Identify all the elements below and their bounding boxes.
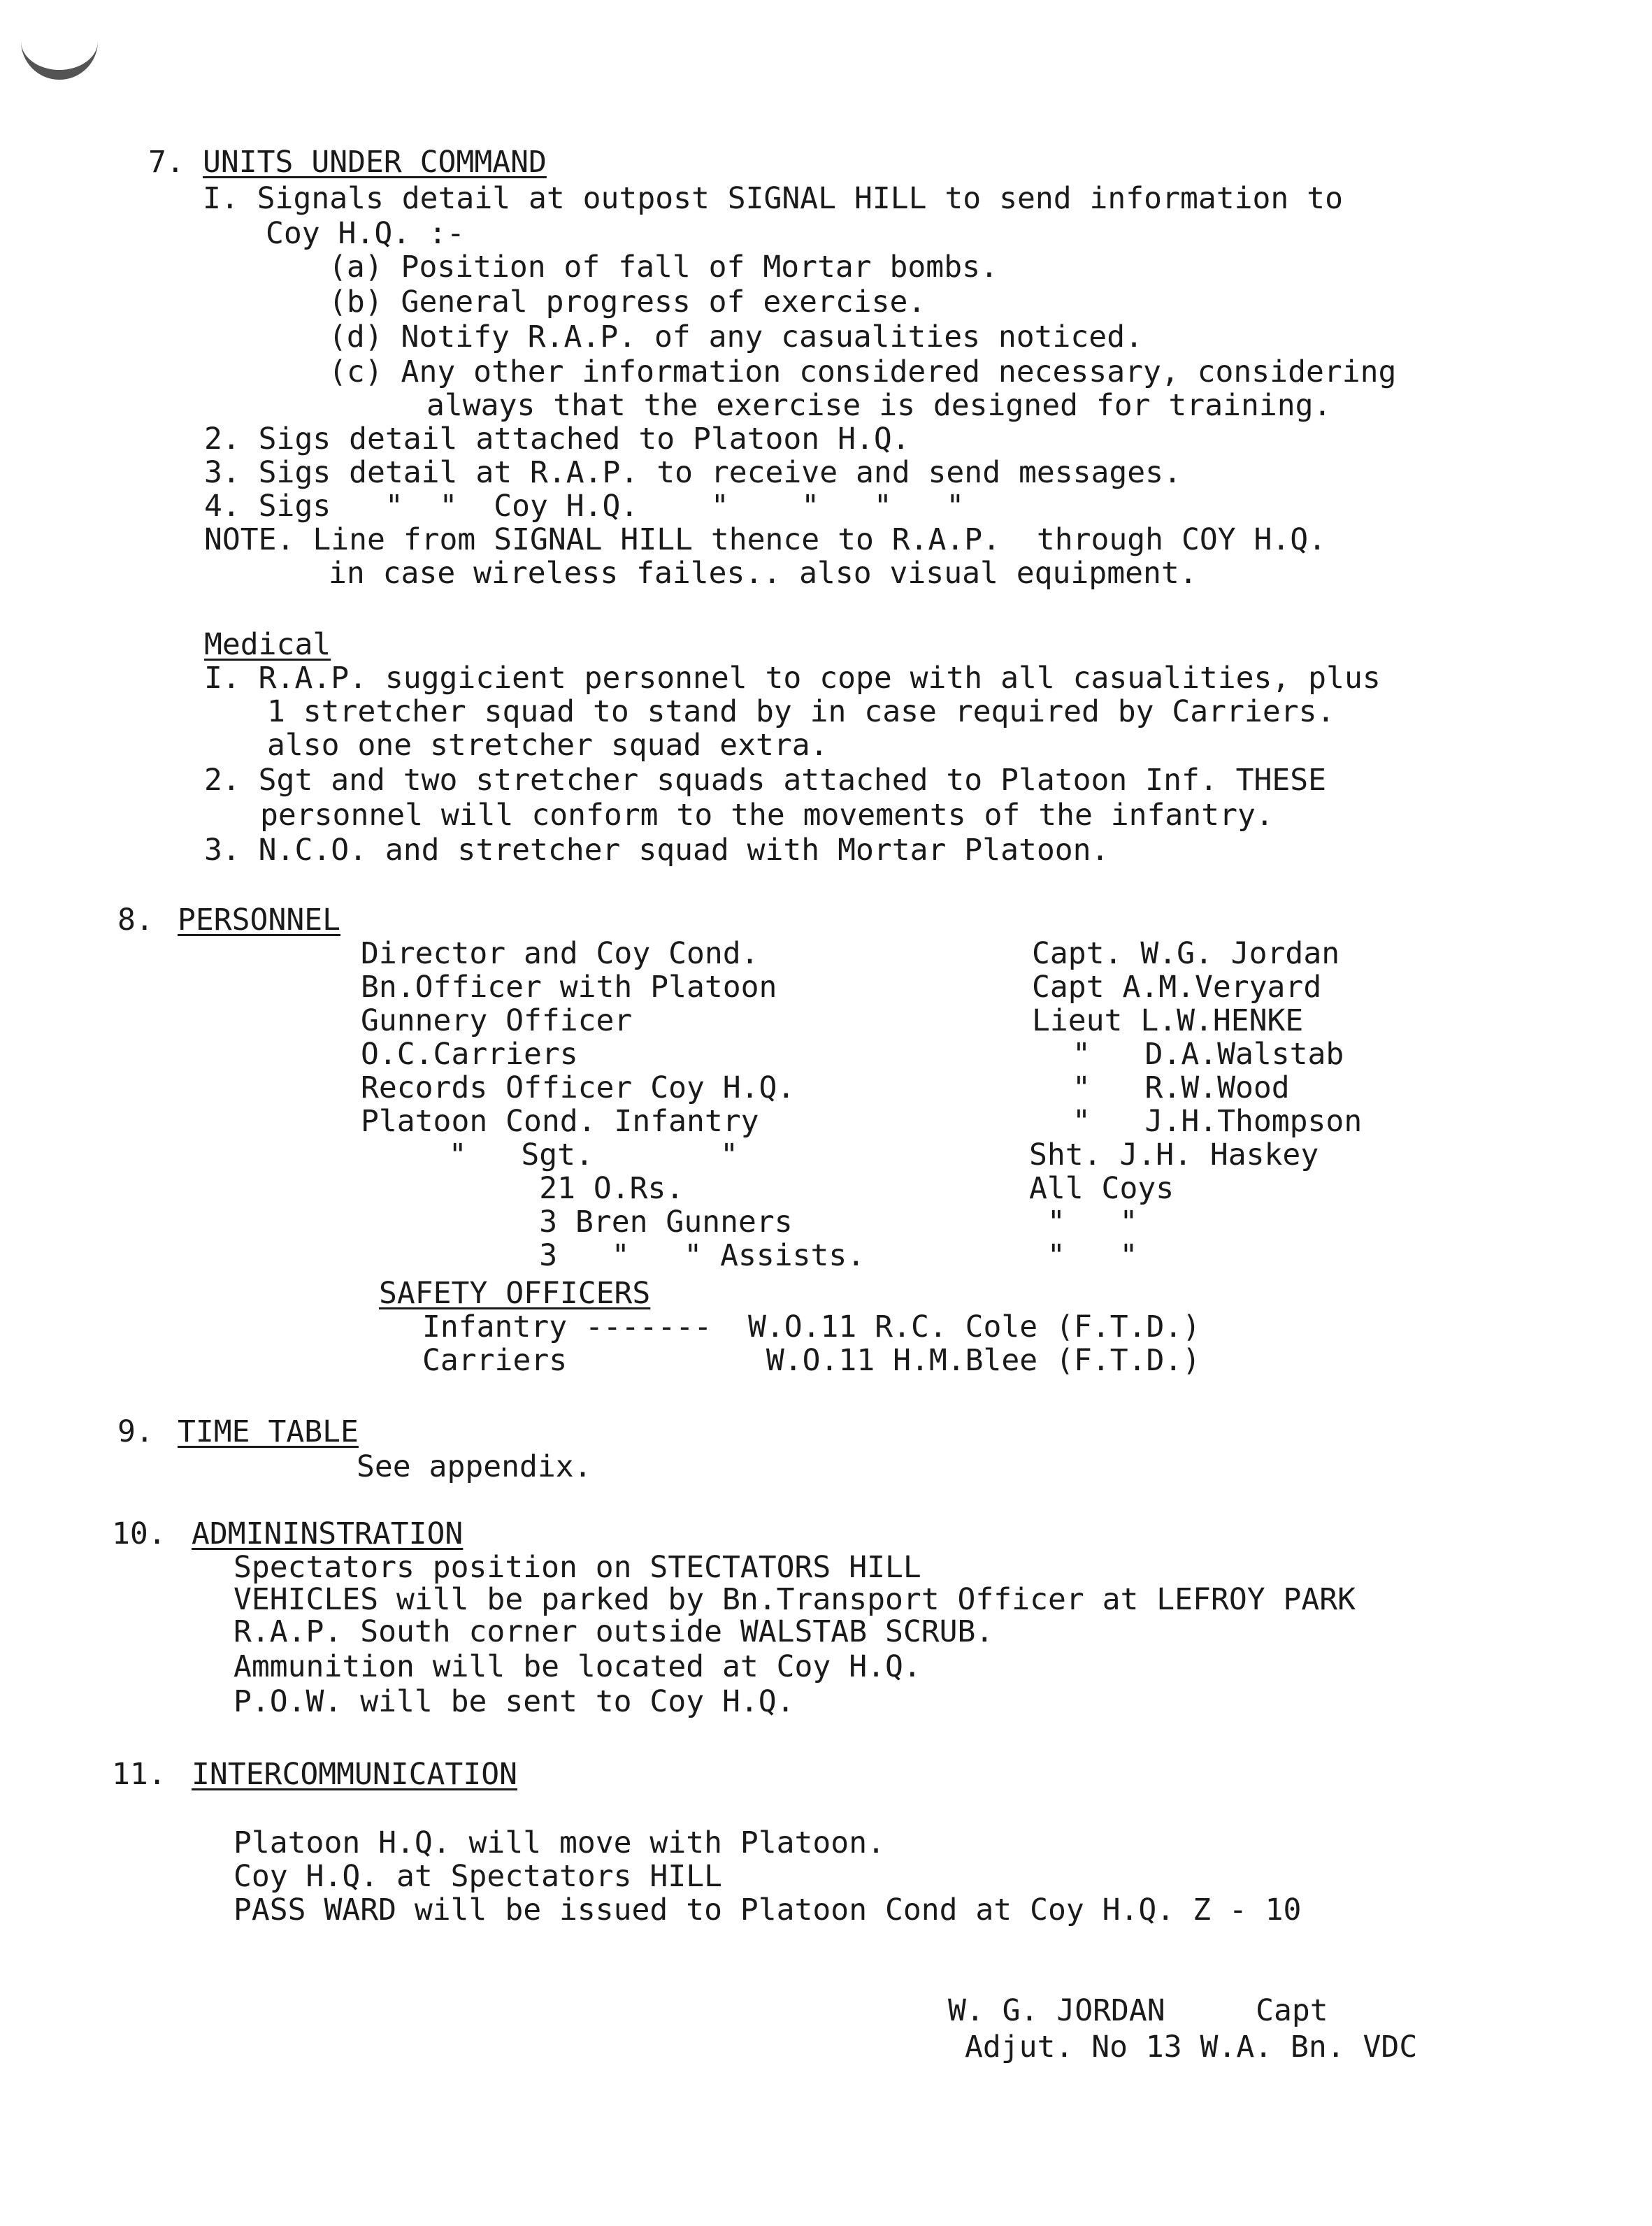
medical-item-3: 3. N.C.O. and stretcher squad with Mortar Platoon. [204,833,1109,868]
s7-note-cont: in case wireless failes.. also visual equipment. [329,556,1198,591]
medical-item-2-cont: personnel will conform to the movements of the infantry. [260,798,1274,833]
personnel-role: 3 Bren Gunners [412,1205,793,1240]
medical-item-2: 2. Sgt and two stretcher squads attached to Platoon Inf. THESE [204,763,1327,798]
personnel-role: Records Officer Coy H.Q. [361,1070,796,1105]
safety-officers-heading: SAFETY OFFICERS [379,1276,651,1311]
s7-item-1: I. Signals detail at outpost SIGNAL HILL to send information to [203,181,1343,216]
s7-item-4: 4. Sigs " " Coy H.Q. " " " " [204,489,965,524]
s7-item-1-cont: Coy H.Q. :- [266,216,465,251]
section-8-heading: PERSONNEL [178,903,340,938]
personnel-name: " D.A.Walstab [1072,1037,1344,1072]
admin-line-2: VEHICLES will be parked by Bn.Transport Officer at LEFROY PARK [234,1582,1356,1617]
scan-corner-mark [21,14,98,80]
personnel-role: Gunnery Officer [361,1003,633,1038]
signature-name: W. G. JORDAN Capt [948,1993,1328,2028]
admin-line-1: Spectators position on STECTATORS HILL [234,1550,921,1585]
s7-sub-d: (d) Notify R.A.P. of any casualities noticed. [329,319,1143,354]
section-11-number: 11. [112,1757,166,1792]
personnel-role: O.C.Carriers [361,1037,578,1072]
personnel-role: Platoon Cond. Infantry [361,1104,759,1139]
s7-item-2: 2. Sigs detail attached to Platoon H.Q. [204,422,910,457]
medical-item-1: I. R.A.P. suggicient personnel to cope with all casualities, plus [204,661,1381,696]
personnel-name: " " [1029,1238,1138,1273]
personnel-name: Capt. W.G. Jordan [1032,936,1340,971]
intercom-line-1: Platoon H.Q. will move with Platoon. [234,1825,885,1860]
personnel-role: 3 " " Assists. [412,1238,865,1273]
time-table-line: See appendix. [357,1449,592,1484]
personnel-name: " R.W.Wood [1072,1070,1290,1105]
admin-line-4: Ammunition will be located at Coy H.Q. [234,1649,921,1684]
personnel-name: Sht. J.H. Haskey [1029,1137,1319,1172]
s7-sub-c: (c) Any other information considered necessary, considering [329,354,1397,389]
s7-sub-a: (a) Position of fall of Mortar bombs. [329,250,998,285]
section-9-number: 9. [117,1414,154,1449]
admin-line-5: P.O.W. will be sent to Coy H.Q. [234,1684,795,1719]
medical-item-1-cont2: also one stretcher squad extra. [267,728,828,763]
personnel-role: Director and Coy Cond. [361,936,759,971]
personnel-name: " J.H.Thompson [1072,1104,1363,1139]
section-11-heading: INTERCOMMUNICATION [192,1757,517,1792]
s7-note: NOTE. Line from SIGNAL HILL thence to R.A.P. through COY H.Q. [204,522,1327,557]
section-7-number: 7. [148,145,185,180]
medical-heading: Medical [204,627,331,662]
personnel-name: Lieut L.W.HENKE [1032,1003,1304,1038]
personnel-name: " " [1029,1205,1138,1240]
personnel-role: " Sgt. " [412,1137,738,1172]
section-8-number: 8. [117,903,154,938]
intercom-line-2: Coy H.Q. at Spectators HILL [234,1859,722,1894]
section-10-number: 10. [112,1516,166,1551]
section-10-heading: ADMININSTRATION [192,1516,464,1551]
s7-sub-b: (b) General progress of exercise. [329,285,926,319]
intercom-line-3: PASS WARD will be issued to Platoon Cond at Coy H.Q. Z - 10 [234,1893,1302,1927]
personnel-role: Bn.Officer with Platoon [361,970,777,1005]
personnel-name: All Coys [1029,1171,1175,1206]
section-7-heading: UNITS UNDER COMMAND [203,145,547,180]
medical-item-1-cont: 1 stretcher squad to stand by in case required by Carriers. [267,694,1335,729]
section-9-heading: TIME TABLE [178,1414,359,1449]
personnel-name: Capt A.M.Veryard [1032,970,1322,1005]
safety-officer-carriers: Carriers W.O.11 H.M.Blee (F.T.D.) [422,1343,1201,1378]
personnel-role: 21 O.Rs. [412,1171,684,1206]
s7-item-3: 3. Sigs detail at R.A.P. to receive and send messages. [204,455,1181,490]
admin-line-3: R.A.P. South corner outside WALSTAB SCRUB. [234,1614,994,1649]
safety-officer-infantry: Infantry ------- W.O.11 R.C. Cole (F.T.D.) [422,1309,1201,1344]
s7-sub-c-cont: always that the exercise is designed for training. [426,388,1332,423]
signature-title: Adjut. No 13 W.A. Bn. VDC [965,2030,1418,2065]
